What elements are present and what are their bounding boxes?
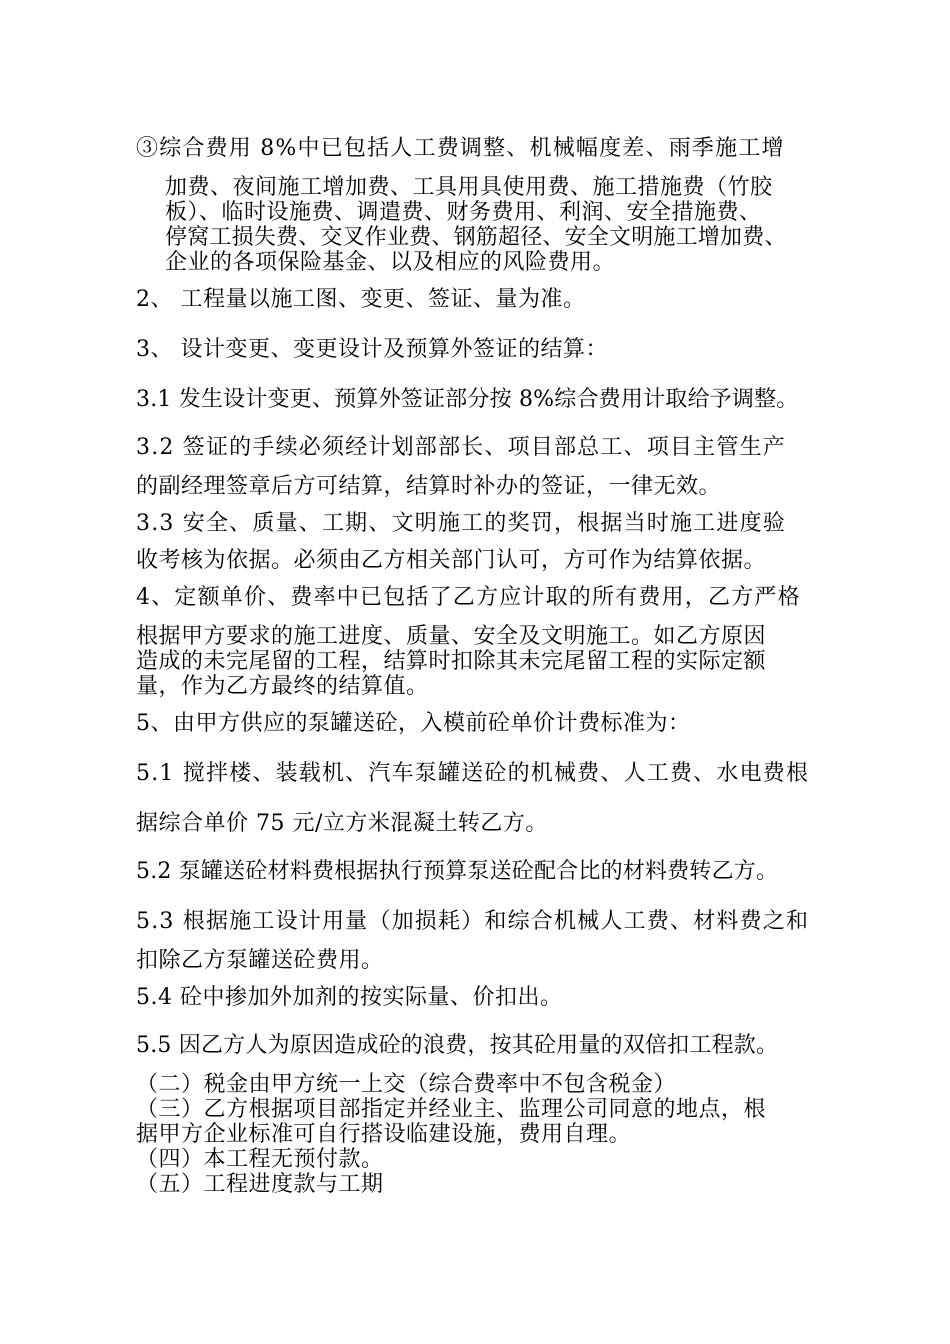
item-3-3-line-2: 收考核为依据。必须由乙方相关部门认可，方可作为结算依据。	[136, 548, 767, 573]
section-4-advance: （四）本工程无预付款。	[136, 1147, 384, 1172]
item-5-1-line-2: 据综合单价 75 元/立方米混凝土转乙方。	[136, 811, 548, 836]
section-3-line-2: 据甲方企业标准可自行搭设临建设施，费用自理。	[136, 1122, 632, 1147]
clause-3-line-1: ③综合费用 8%中已包括人工费调整、机械幅度差、雨季施工增	[136, 136, 785, 161]
clause-3-line-2: 加费、夜间施工增加费、工具用具使用费、施工措施费（竹胶	[165, 175, 773, 200]
item-5-1-line-1: 5.1 搅拌楼、装载机、汽车泵罐送砼的机械费、人工费、水电费根	[136, 761, 810, 786]
item-5-3-line-2: 扣除乙方泵罐送砼费用。	[136, 948, 384, 973]
clause-3-line-4: 停窝工损失费、交叉作业费、钢筋超径、安全文明施工增加费、	[165, 225, 787, 250]
item-3-3-line-1: 3.3 安全、质量、工期、文明施工的奖罚，根据当时施工进度验	[136, 511, 786, 536]
item-5-3-line-1: 5.3 根据施工设计用量（加损耗）和综合机械人工费、材料费之和	[136, 909, 810, 934]
item-5-4: 5.4 砼中掺加外加剂的按实际量、价扣出。	[136, 985, 563, 1010]
item-5-2: 5.2 泵罐送砼材料费根据执行预算泵送砼配合比的材料费转乙方。	[136, 859, 779, 884]
item-4-line-2: 根据甲方要求的施工进度、质量、安全及文明施工。如乙方原因	[136, 624, 767, 649]
item-5-heading: 5、由甲方供应的泵罐送砼，入模前砼单价计费标准为：	[136, 711, 691, 736]
clause-3-line-5: 企业的各项保险基金、以及相应的风险费用。	[165, 250, 616, 275]
section-5-progress: （五）工程进度款与工期	[136, 1172, 384, 1197]
item-4-line-3: 造成的未完尾留的工程，结算时扣除其未完尾留工程的实际定额	[136, 649, 767, 674]
item-4-line-1: 4、定额单价、费率中已包括了乙方应计取的所有费用，乙方严格	[136, 585, 801, 610]
item-3-2-line-2: 的副经理签章后方可结算，结算时补办的签证，一律无效。	[136, 474, 722, 499]
clause-3-line-3: 板）、临时设施费、调遣费、财务费用、利润、安全措施费、	[165, 200, 762, 225]
item-2-quantities: 2、 工程量以施工图、变更、签证、量为准。	[136, 287, 586, 312]
item-3-1-design-change: 3.1 发生设计变更、预算外签证部分按 8%综合费用计取给予调整。	[136, 387, 799, 412]
section-3-line-1: （三）乙方根据项目部指定并经业主、监理公司同意的地点，根	[136, 1097, 767, 1122]
item-3-2-line-1: 3.2 签证的手续必须经计划部部长、项目部总工、项目主管生产	[136, 435, 786, 460]
section-2-tax: （二）税金由甲方统一上交（综合费率中不包含税金）	[136, 1072, 677, 1097]
item-5-5: 5.5 因乙方人为原因造成砼的浪费，按其砼用量的双倍扣工程款。	[136, 1033, 779, 1058]
item-4-line-4: 量，作为乙方最终的结算值。	[136, 674, 429, 699]
item-3-settlement-heading: 3、 设计变更、变更设计及预算外签证的结算：	[136, 337, 608, 362]
